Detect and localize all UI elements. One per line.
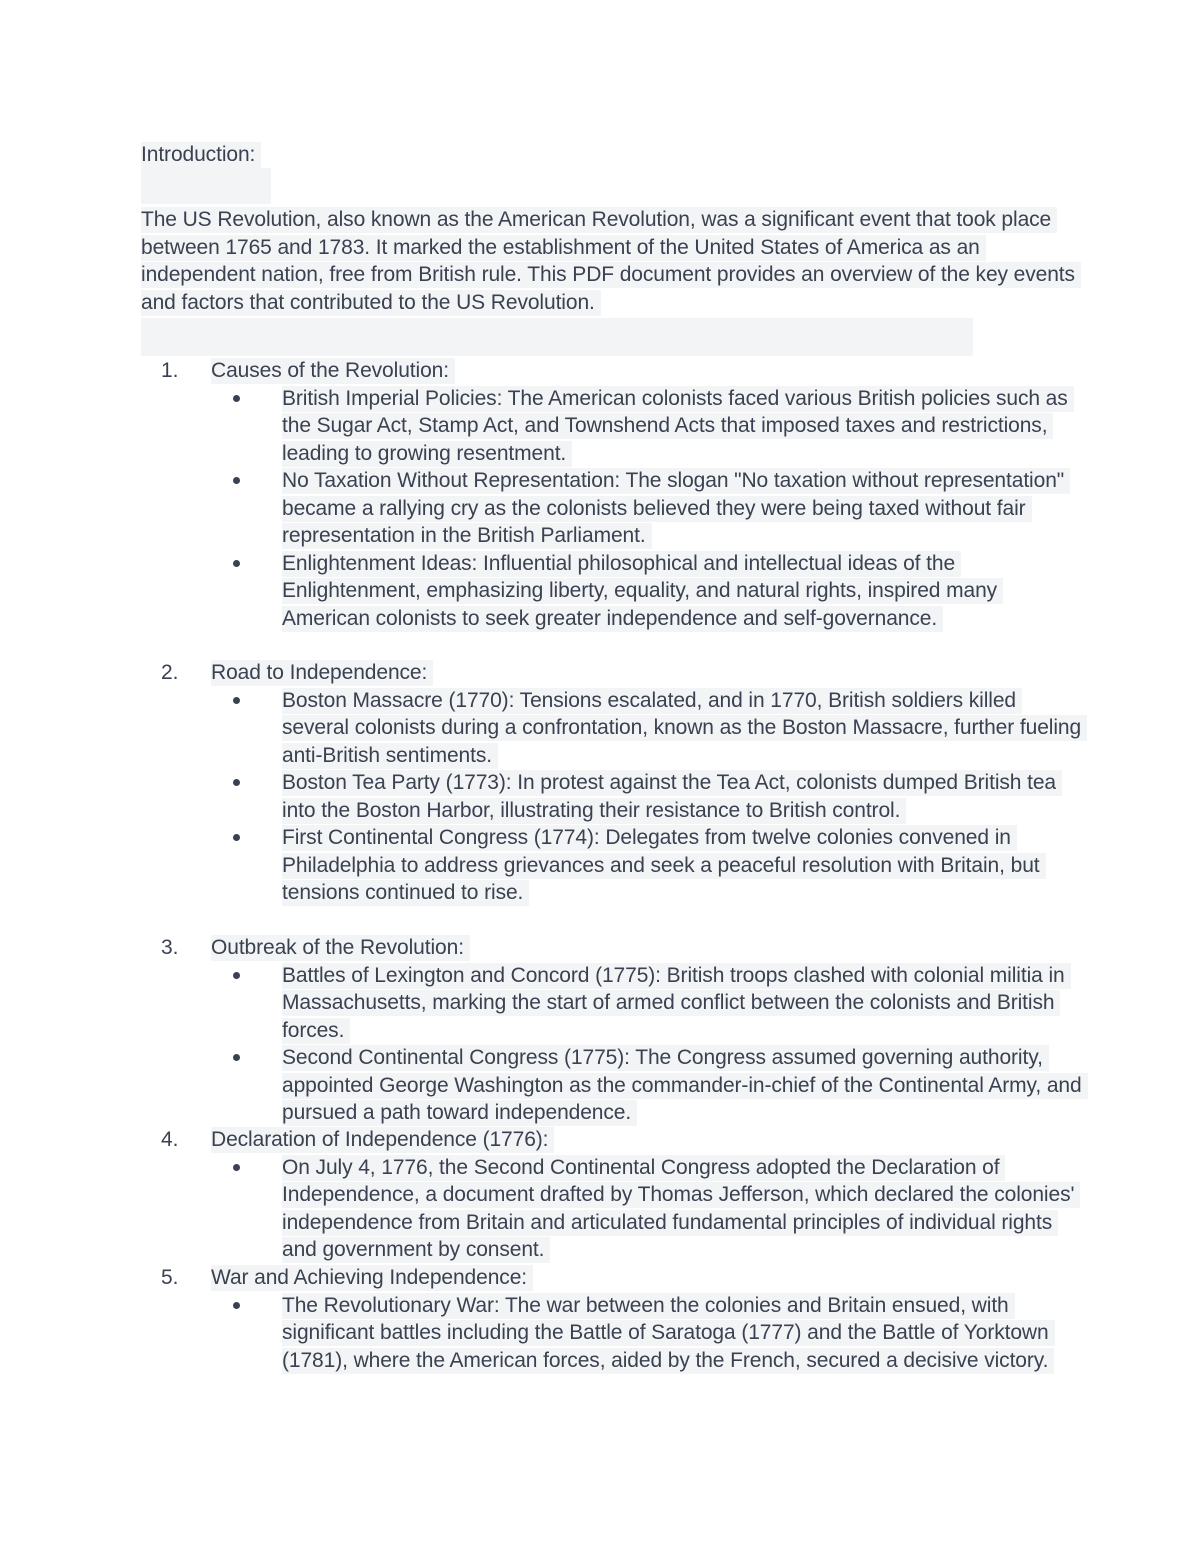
section-outbreak [141,934,1081,1127]
list-item [141,1154,1082,1264]
bullet-icon [233,560,240,567]
section-declaration [141,1126,1081,1264]
section-title [141,934,1081,962]
paragraph-highlight [141,318,973,356]
section-number: 3. [161,936,179,959]
heading-highlight [141,168,271,204]
list-item [141,385,1082,468]
bullet-text: Second Continental Congress (1775): The Congress assumed governing authority, appointed George Washington as the commander-in-chief of the Continental Army, and pursued a path toward independence. [282,1045,1088,1126]
bullet-icon [233,697,240,704]
bullet-list [141,385,1081,633]
bullet-list [141,687,1081,907]
bullet-text: Boston Tea Party (1773): In protest against the Tea Act, colonists dumped British tea into the Boston Harbor, illustrating their resistance to British control. [282,770,1062,824]
list-item [141,769,1082,824]
section-title-text: Causes of the Revolution: [211,358,455,384]
bullet-text: No Taxation Without Representation: The slogan "No taxation without representation" became a rallying cry as the colonists believed they were being taxed without fair representation in the British Parliament. [282,468,1070,549]
section-number: 4. [161,1128,179,1151]
section-title-text: War and Achieving Independence: [211,1265,533,1291]
section-war [141,1264,1081,1374]
bullet-text: The Revolutionary War: The war between the colonies and Britain ensued, with significant battles including the Battle of Saratoga (1777) and the Battle of Yorktown (1781), where the American forces, aided by the French, secured a decisive victory. [282,1293,1055,1374]
intro-paragraph [141,206,1081,316]
bullet-list [141,962,1081,1127]
section-road-to-independence [141,659,1081,907]
bullet-icon [233,1054,240,1061]
bullet-icon [233,1302,240,1309]
section-title [141,357,1081,385]
section-title-text: Road to Independence: [211,660,433,686]
bullet-text: On July 4, 1776, the Second Continental Congress adopted the Declaration of Independence, a document drafted by Thomas Jefferson, which declared the colonies' independence from Britain and articulated fundamental principles of individual rights and government by consent. [282,1155,1080,1264]
list-item [141,962,1082,1045]
intro-heading-text: Introduction: [141,142,261,168]
section-title-text: Declaration of Independence (1776): [211,1127,554,1153]
list-item [141,550,1082,633]
section-title [141,659,1081,687]
section-number: 1. [161,359,179,382]
bullet-list [141,1154,1081,1264]
list-item [141,687,1082,770]
bullet-text: Boston Massacre (1770): Tensions escalated, and in 1770, British soldiers killed several colonists during a confrontation, known as the Boston Massacre, further fueling anti-British sentiments. [282,688,1087,769]
intro-paragraph-text: The US Revolution, also known as the American Revolution, was a significant event that took place between 1765 and 1783. It marked the establishment of the United States of America as an independent nation, free from British rule. This PDF document provides an overview of the key events and factors that contributed to the US Revolution. [141,207,1081,316]
bullet-icon [233,779,240,786]
bullet-text: Enlightenment Ideas: Influential philosophical and intellectual ideas of the Enlightenment, emphasizing liberty, equality, and natural rights, inspired many American colonists to seek greater independence and self-governance. [282,551,1003,632]
bullet-icon [233,477,240,484]
list-item [141,1044,1082,1127]
bullet-text: British Imperial Policies: The American colonists faced various British policies such as the Sugar Act, Stamp Act, and Townshend Acts that imposed taxes and restrictions, leading to growing resentment. [282,386,1074,467]
section-number: 5. [161,1266,179,1289]
list-item [141,1292,1082,1375]
section-causes [141,357,1081,632]
section-number: 2. [161,661,179,684]
bullet-list [141,1292,1081,1375]
bullet-text: First Continental Congress (1774): Delegates from twelve colonies convened in Philadelphia to address grievances and seek a peaceful resolution with Britain, but tensions continued to rise. [282,825,1046,906]
section-title [141,1126,1081,1154]
section-title [141,1264,1081,1292]
bullet-icon [233,1164,240,1171]
bullet-icon [233,972,240,979]
bullet-icon [233,395,240,402]
section-title-text: Outbreak of the Revolution: [211,935,470,961]
bullet-icon [233,834,240,841]
list-item [141,467,1082,550]
intro-heading [141,141,1081,169]
bullet-text: Battles of Lexington and Concord (1775): British troops clashed with colonial militia in Massachusetts, marking the start of armed conflict between the colonists and British forces. [282,963,1071,1044]
list-item [141,824,1082,907]
